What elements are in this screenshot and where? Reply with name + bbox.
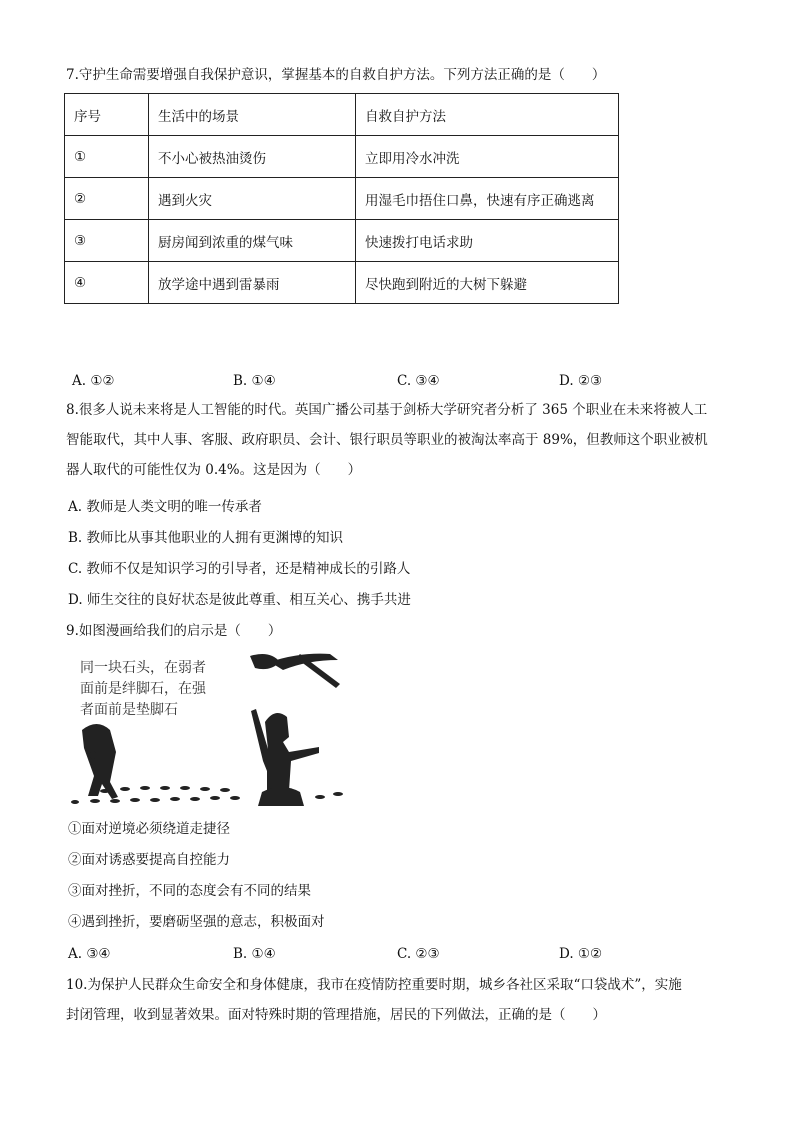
header-cell: 序号 bbox=[65, 94, 149, 136]
q9-stem: 9.如图漫画给我们的启示是（ ） bbox=[66, 623, 282, 639]
cartoon-caption-line: 者面前是垫脚石 bbox=[80, 702, 178, 718]
q7-option-c: C. ③④ bbox=[397, 373, 440, 389]
cell: ② bbox=[65, 178, 149, 220]
q8-option-b: B. 教师比从事其他职业的人拥有更渊博的知识 bbox=[68, 530, 344, 546]
tree-branch bbox=[250, 654, 340, 688]
table-row bbox=[65, 136, 619, 178]
cartoon-image bbox=[70, 652, 350, 807]
cartoon-drawing bbox=[70, 652, 350, 807]
q9-option-c: C. ②③ bbox=[397, 946, 440, 962]
q7-option-d: D. ②③ bbox=[559, 373, 603, 389]
cell: ④ bbox=[65, 262, 149, 304]
header-cell: 生活中的场景 bbox=[149, 94, 356, 136]
q9-option-d: D. ①② bbox=[559, 946, 603, 962]
q7-option-b: B. ①④ bbox=[233, 373, 276, 389]
q9-option-a: A. ③④ bbox=[68, 946, 111, 962]
cell: ① bbox=[65, 136, 149, 178]
table-row bbox=[65, 178, 619, 220]
q8-stem-line: 智能取代，其中人事、客服、政府职员、会计、银行职员等职业的被淘汰率高于 89%，但教师这个职业被机 bbox=[66, 432, 708, 448]
q7-stem: 7.守护生命需要增强自我保护意识，掌握基本的自救自护方法。下列方法正确的是（ ） bbox=[66, 67, 606, 83]
weak-person bbox=[82, 724, 118, 799]
cell: 放学途中遇到雷暴雨 bbox=[149, 262, 356, 304]
q8-option-a: A. 教师是人类文明的唯一传承者 bbox=[68, 499, 262, 515]
cartoon-caption-line: 面前是绊脚石，在强 bbox=[80, 681, 206, 697]
q9-statement-4: ④遇到挫折，要磨砺坚强的意志，积极面对 bbox=[68, 914, 325, 930]
q8-option-d: D. 师生交往的良好状态是彼此尊重、相互关心、携手共进 bbox=[68, 592, 411, 608]
tear bbox=[90, 751, 96, 759]
q10-stem-line: 10.为保护人民群众生命安全和身体健康，我市在疫情防控重要时期，城乡各社区采取“口袋战术”，实施 bbox=[66, 977, 682, 993]
cell: 快速拨打电话求助 bbox=[356, 220, 619, 262]
q8-stem-line: 8.很多人说未来将是人工智能的时代。英国广播公司基于剑桥大学研究者分析了 365 个职业在未来将被人工 bbox=[66, 402, 708, 418]
cell: 不小心被热油烫伤 bbox=[149, 136, 356, 178]
cell: 尽快跑到附近的大树下躲避 bbox=[356, 262, 619, 304]
q9-statement-3: ③面对挫折，不同的态度会有不同的结果 bbox=[68, 883, 311, 899]
stepping-stone bbox=[258, 787, 304, 806]
cell: ③ bbox=[65, 220, 149, 262]
cell: 厨房闻到浓重的煤气味 bbox=[149, 220, 356, 262]
q9-option-b: B. ①④ bbox=[233, 946, 276, 962]
header-cell: 自救自护方法 bbox=[356, 94, 619, 136]
q7-table bbox=[64, 93, 619, 304]
q9-statement-1: ①面对逆境必须绕道走捷径 bbox=[68, 821, 230, 837]
q7-option-a: A. ①② bbox=[72, 373, 115, 389]
q10-stem-line: 封闭管理，收到显著效果。面对特殊时期的管理措施，居民的下列做法，正确的是（ ） bbox=[66, 1007, 606, 1023]
cell: 用湿毛巾捂住口鼻，快速有序正确逃离 bbox=[356, 178, 619, 220]
cell: 立即用冷水冲洗 bbox=[356, 136, 619, 178]
cell: 遇到火灾 bbox=[149, 178, 356, 220]
cartoon-caption-line: 同一块石头，在弱者 bbox=[80, 660, 206, 676]
q8-option-c: C. 教师不仅是知识学习的引导者，还是精神成长的引路人 bbox=[68, 561, 411, 577]
table-row bbox=[65, 220, 619, 262]
table-row bbox=[65, 262, 619, 304]
table-header-row bbox=[65, 94, 619, 136]
q8-stem-line: 器人取代的可能性仅为 0.4%。这是因为（ ） bbox=[66, 462, 362, 478]
q9-statement-2: ②面对诱惑要提高自控能力 bbox=[68, 852, 230, 868]
